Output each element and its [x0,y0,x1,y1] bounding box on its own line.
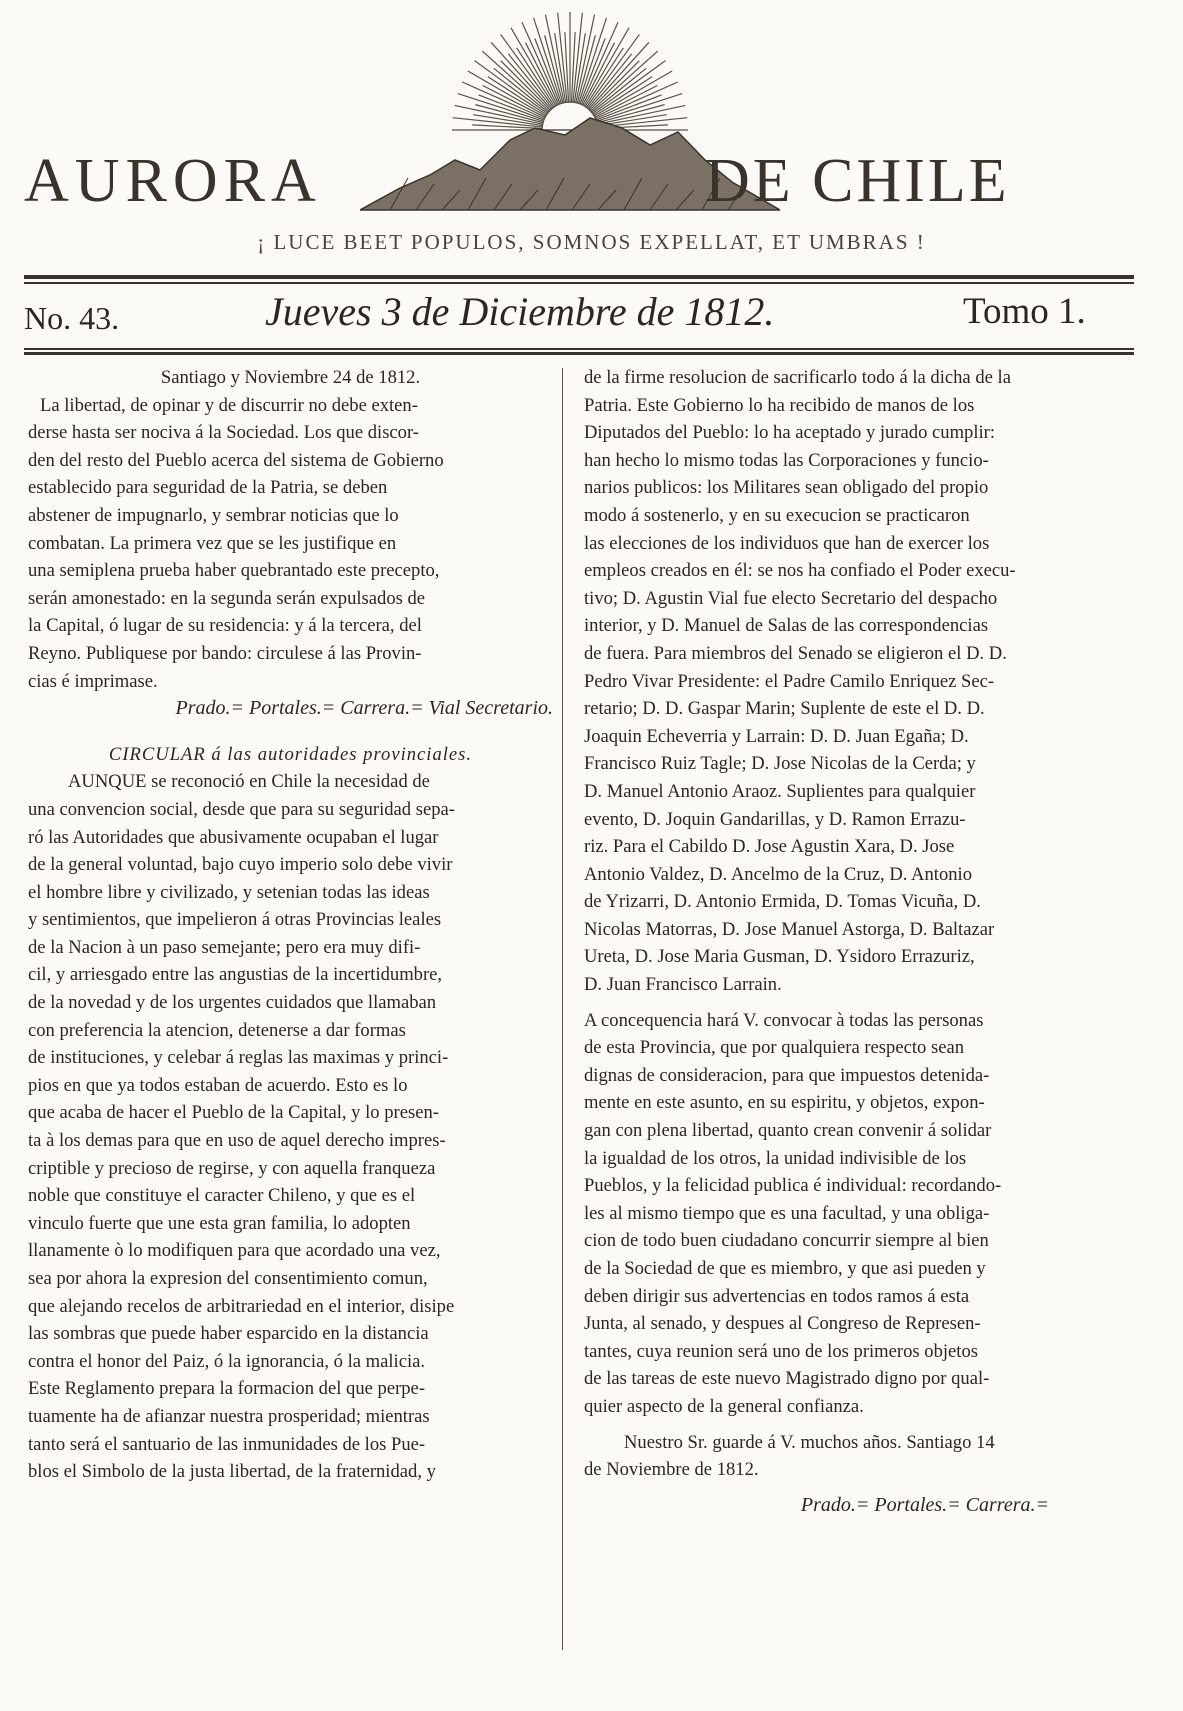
appointments-line: retario; D. D. Gaspar Marin; Suplente de este el D. D. [584,698,985,720]
decree-line: una semiplena prueba haber quebrantado este precepto, [28,560,440,582]
circular-line: el hombre libre y civilizado, y setenian todas las ideas [28,881,430,903]
appointments-line: Pedro Vivar Presidente: el Padre Camilo Enriquez Sec- [584,670,995,692]
decree-line: La libertad, de opinar y de discurrir no debe exten- [40,394,418,416]
appointments-paragraph [584,364,1139,999]
instructions-line: A concequencia hará V. convocar à todas las personas [584,1009,984,1031]
circular-line: contra el honor del Paiz, ó la ignorancia, ó la malicia. [28,1350,426,1372]
appointments-line: narios publicos: los Militares sean obligado del propio [584,477,989,499]
instructions-line: cion de todo buen ciudadano concurrir siempre al bien [584,1230,989,1252]
title-de-chile: DE CHILE [705,147,1010,215]
appointments-line: D. Manuel Antonio Araoz. Suplientes para qualquier [584,780,976,802]
appointments-line: empleos creados en él: se nos ha confiado el Poder execu- [584,560,1016,582]
decree-line: serán amonestado: en la segunda serán expulsados de [28,587,426,609]
decree-line: la Capital, ó lugar de su residencia: y á la tercera, del [28,615,422,637]
appointments-line: Antonio Valdez, D. Ancelmo de la Cruz, D. Antonio [584,863,972,885]
circular-line: de la general voluntad, bajo cuyo imperio solo debe vivir [28,854,453,876]
circular-line: pios en que ya todos estaban de acuerdo. Esto es lo [28,1074,408,1096]
bottom-double-rule [24,352,1134,355]
right-column [584,364,1139,1519]
appointments-line: de la firme resolucion de sacrificarlo todo á la dicha de la [584,367,1011,388]
circular-line: cil, y arriesgado entre las angustias de la incertidumbre, [28,964,443,986]
circular-line: ta à los demas para que en uso de aquel derecho impres- [28,1130,446,1152]
appointments-line: Diputados del Pueblo: lo ha aceptado y jurado cumplir: [584,422,996,444]
circular-line: las sombras que puede haber esparcido en la distancia [28,1323,429,1345]
circular-line: sea por ahora la expresion del consentimiento comun, [28,1268,428,1289]
instructions-line: mente en este asunto, en su espiritu, y objetos, expon- [584,1092,985,1114]
instructions-line: la igualdad de los otros, la unidad indivisible de los [584,1147,967,1169]
title-aurora: AURORA [24,147,322,215]
closing-signature: Prado.= Portales.= Carrera.= [800,1493,1049,1516]
instructions-line: de la Sociedad de que es miembro, y que asi pueden y [584,1258,986,1279]
decree-signature: Prado.= Portales.= Carrera.= Vial Secretario. [175,697,553,720]
instructions-line: de esta Provincia, que por qualquiera respecto sean [584,1037,964,1059]
appointments-line: han hecho lo mismo todas las Corporaciones y funcio- [584,449,989,471]
instructions-line: Junta, al senado, y despues al Congreso de Represen- [584,1313,981,1335]
circular-line: una convencion social, desde que para su seguridad sepa- [28,798,455,820]
circular-line: noble que constituye el caracter Chileno, y que es el [28,1185,416,1207]
masthead [0,0,1183,270]
decree-line: Reyno. Publiquese por bando: circulese á las Provin- [28,642,422,664]
circular-line: criptible y precioso de regirse, y con aquella franqueza [28,1157,436,1179]
circular-line: que alejando recelos de arbitrariedad en el interior, disipe [28,1295,455,1317]
closing-line: de Noviembre de 1812. [584,1459,759,1481]
circular-line: con preferencia la atencion, detenerse a dar formas [28,1019,406,1041]
closing-line: Nuestro Sr. guarde á V. muchos años. Santiago 14 [624,1431,995,1453]
appointments-line: tivo; D. Agustin Vial fue electo Secretario del despacho [584,587,998,609]
decree-line: abstener de impugnarlo, y sembrar noticias que lo [28,504,399,526]
circular-line: que acaba de hacer el Pueblo de la Capital, y lo presen- [28,1102,439,1124]
circular-line: y sentimientos, que impelieron á otras Provincias leales [28,909,442,931]
bottom-thin-rule [24,348,1134,350]
motto: ¡ LUCE BEET POPULOS, SOMNOS EXPELLAT, ET UMBRAS ! [257,230,926,254]
closing-paragraph [584,1429,1139,1484]
instructions-line: Pueblos, y la felicidad publica é individual: recordando- [584,1175,1002,1197]
instructions-line: dignas de consideracion, para que impuestos detenida- [584,1064,990,1086]
instructions-paragraph [584,1007,1139,1421]
appointments-line: de Yrizarri, D. Antonio Ermida, D. Tomas Vicuña, D. [584,891,981,913]
appointments-line: modo á sostenerlo, y en su execucion se practicaron [584,504,970,526]
top-thin-rule [24,282,1134,284]
left-column [28,364,553,1486]
circular-line: Este Reglamento prepara la formacion del que perpe- [28,1378,426,1400]
decree-line: cias é imprimase. [28,670,158,692]
appointments-line: riz. Para el Cabildo D. Jose Agustin Xara, D. Jose [584,836,955,858]
appointments-line: interior, y D. Manuel de Salas de las correspondencias [584,615,989,637]
circular-line: ró las Autoridades que abusivamente ocupaban el lugar [28,826,439,848]
circular-line: de la novedad y de los urgentes cuidados que llamaban [28,992,437,1014]
top-double-rule [24,275,1134,279]
circular-text [28,768,553,1485]
decree-line: den del resto del Pueblo acerca del sistema de Gobierno [28,449,444,471]
circular-line: tanto será el santuario de las inmunidades de los Pue- [28,1433,426,1455]
circular-line: tuamente ha de afianzar nuestra prosperidad; mientras [28,1405,430,1427]
issue-volume: Tomo 1. [963,291,1086,332]
appointments-line: de fuera. Para miembros del Senado se eligieron el D. D. [584,642,1007,664]
decree-line: combatan. La primera vez que se les justifique en [28,532,397,554]
appointments-line: evento, D. Joquin Gandarillas, y D. Ramon Errazu- [584,808,966,830]
instructions-line: gan con plena libertad, quanto crean convenir á solidar [584,1120,992,1142]
circular-line: AUNQUE se reconoció en Chile la necesidad de [68,771,430,793]
appointments-line: las elecciones de los individuos que han de exercer los [584,532,990,554]
instructions-line: tantes, cuya reunion será uno de los primeros objetos [584,1340,978,1362]
decree-line: derse hasta ser nociva á la Sociedad. Los que discor- [28,422,419,444]
circular-line: de la Nacion à un paso semejante; pero era muy difi- [28,936,421,958]
circular-line: llanamente ò lo modifiquen para que acordado una vez, [28,1240,441,1262]
instructions-line: de las tareas de este nuevo Magistrado digno por qual- [584,1368,990,1390]
column-divider [562,368,563,1650]
appointments-line: Joaquin Echeverria y Larrain: D. D. Juan Egaña; D. [584,725,969,747]
instructions-line: quier aspecto de la general confianza. [584,1395,864,1417]
appointments-line: Ureta, D. Jose Maria Gusman, D. Ysidoro Errazuriz, [584,946,975,968]
appointments-line: Francisco Ruiz Tagle; D. Jose Nicolas de la Cerda; y [584,753,976,775]
instructions-line: les al mismo tiempo que es una facultad, y una obliga- [584,1202,990,1224]
issue-number: No. 43. [24,300,120,336]
appointments-line: D. Juan Francisco Larrain. [584,974,782,996]
decree-text [28,392,553,696]
circular-line: blos el Simbolo de la justa libertad, de la fraternidad, y [28,1461,436,1483]
circular-line: vinculo fuerte que une esta gran familia, lo adopten [28,1212,411,1234]
appointments-line: Nicolas Matorras, D. Jose Manuel Astorga, D. Baltazar [584,918,995,940]
circular-line: de instituciones, y celebar á reglas las maximas y princi- [28,1047,449,1069]
decree-line: establecido para seguridad de la Patria, se deben [28,477,388,499]
issue-date: Jueves 3 de Diciembre de 1812. [265,289,775,334]
instructions-line: deben dirigir sus advertencias en todos ramos á esta [584,1285,970,1307]
circular-heading: CIRCULAR á las autoridades provinciales. [108,743,473,765]
appointments-line: Patria. Este Gobierno lo ha recibido de manos de los [584,394,975,416]
dateline: Santiago y Noviembre 24 de 1812. [160,367,421,388]
